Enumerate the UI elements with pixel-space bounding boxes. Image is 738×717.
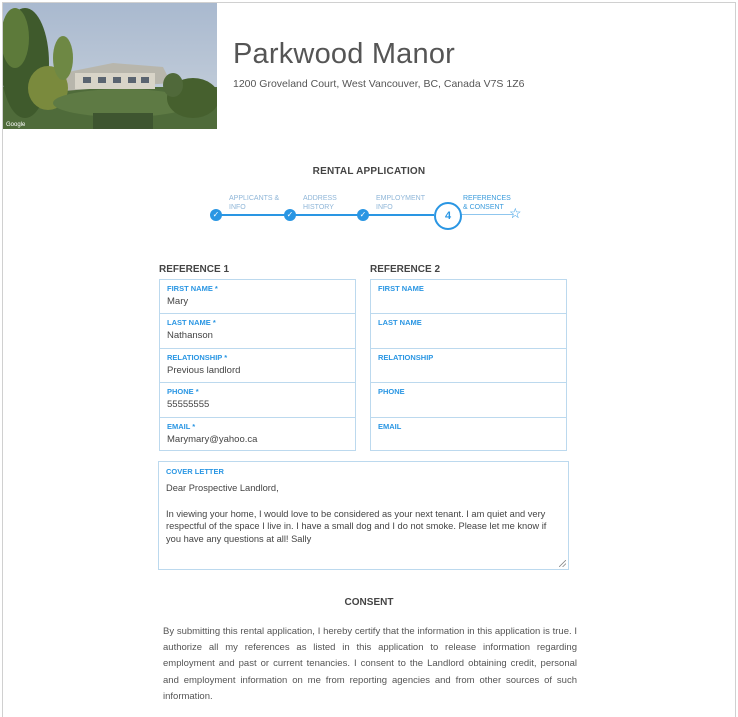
ref1-relationship-field[interactable] xyxy=(160,349,355,383)
step-1-label[interactable]: APPLICANTS & INFO xyxy=(229,195,280,211)
progress-line-remaining xyxy=(458,214,513,215)
field-label: RELATIONSHIP xyxy=(378,352,434,362)
ref1-relationship-input[interactable]: Previous landlord xyxy=(167,364,241,376)
ref1-email-input[interactable]: Marymary@yahoo.ca xyxy=(167,433,258,445)
ref1-email-field[interactable] xyxy=(160,418,355,452)
step-4-current-indicator[interactable]: 4 xyxy=(434,202,462,230)
ref2-relationship-field[interactable] xyxy=(371,349,566,383)
property-photo xyxy=(3,3,217,129)
ref1-phone-input[interactable]: 55555555 xyxy=(167,399,210,411)
ref1-first-name-input[interactable]: Mary xyxy=(167,296,189,307)
ref1-last-name-field[interactable] xyxy=(160,314,355,348)
cover-letter-text[interactable]: Dear Prospective Landlord, In viewing your home, I would love to be considered as your next tenant. I am quiet and very respectful of the space I live in. I have a small dog and I do not smoke. Please let me know if you have any questions at all! Sally xyxy=(166,483,547,545)
ref2-email-field[interactable] xyxy=(371,418,566,452)
field-label: FIRST NAME xyxy=(378,284,424,293)
ref1-first-name-field[interactable] xyxy=(160,280,355,314)
step-3-check-icon[interactable]: ✓ xyxy=(357,209,369,221)
property-name: Parkwood Manor xyxy=(233,38,456,70)
field-label: EMAIL * xyxy=(167,421,196,431)
cover-letter-textarea[interactable] xyxy=(158,461,569,570)
reference-1-form xyxy=(159,279,356,451)
reference-2-form xyxy=(370,279,567,451)
field-label: EMAIL xyxy=(378,421,402,431)
reference-2-heading: REFERENCE 2 xyxy=(370,264,441,275)
field-label: PHONE * xyxy=(167,387,199,397)
application-title: RENTAL APPLICATION xyxy=(312,166,426,177)
resize-handle-icon[interactable] xyxy=(559,560,566,567)
step-4-label[interactable]: REFERENCES & CONSENT xyxy=(463,195,511,211)
field-label: FIRST NAME * xyxy=(167,284,218,293)
property-address: 1200 Groveland Court, West Vancouver, BC, Canada V7S 1Z6 xyxy=(233,78,525,90)
field-label: PHONE xyxy=(378,387,405,397)
consent-title: CONSENT xyxy=(344,597,394,608)
ref1-last-name-input[interactable]: Nathanson xyxy=(167,330,213,342)
step-1-check-icon[interactable]: ✓ xyxy=(210,209,222,221)
google-watermark: Google xyxy=(6,122,26,128)
progress-line xyxy=(216,214,434,216)
field-label: LAST NAME * xyxy=(167,318,216,328)
cover-letter-label: COVER LETTER xyxy=(166,467,224,476)
field-label: LAST NAME xyxy=(378,318,422,328)
ref2-phone-field[interactable] xyxy=(371,383,566,417)
ref1-phone-field[interactable] xyxy=(160,383,355,417)
field-label: RELATIONSHIP * xyxy=(167,352,228,362)
ref2-first-name-field[interactable] xyxy=(371,280,566,314)
step-3-label[interactable]: EMPLOYMENT INFO xyxy=(376,195,426,211)
finish-star-icon: ☆ xyxy=(509,205,522,221)
ref2-last-name-field[interactable] xyxy=(371,314,566,348)
reference-1-heading: REFERENCE 1 xyxy=(159,264,230,275)
consent-text: By submitting this rental application, I hereby certify that the information in this application is true. I authorize all my references as listed in this application to release information regarding employment and past or current tenancies. I consent to the Landlord obtaining credit, personal and employment information on me from reporting agencies and from other sources of such information. xyxy=(163,626,577,702)
step-2-label[interactable]: ADDRESS HISTORY xyxy=(303,195,337,211)
step-2-check-icon[interactable]: ✓ xyxy=(284,209,296,221)
